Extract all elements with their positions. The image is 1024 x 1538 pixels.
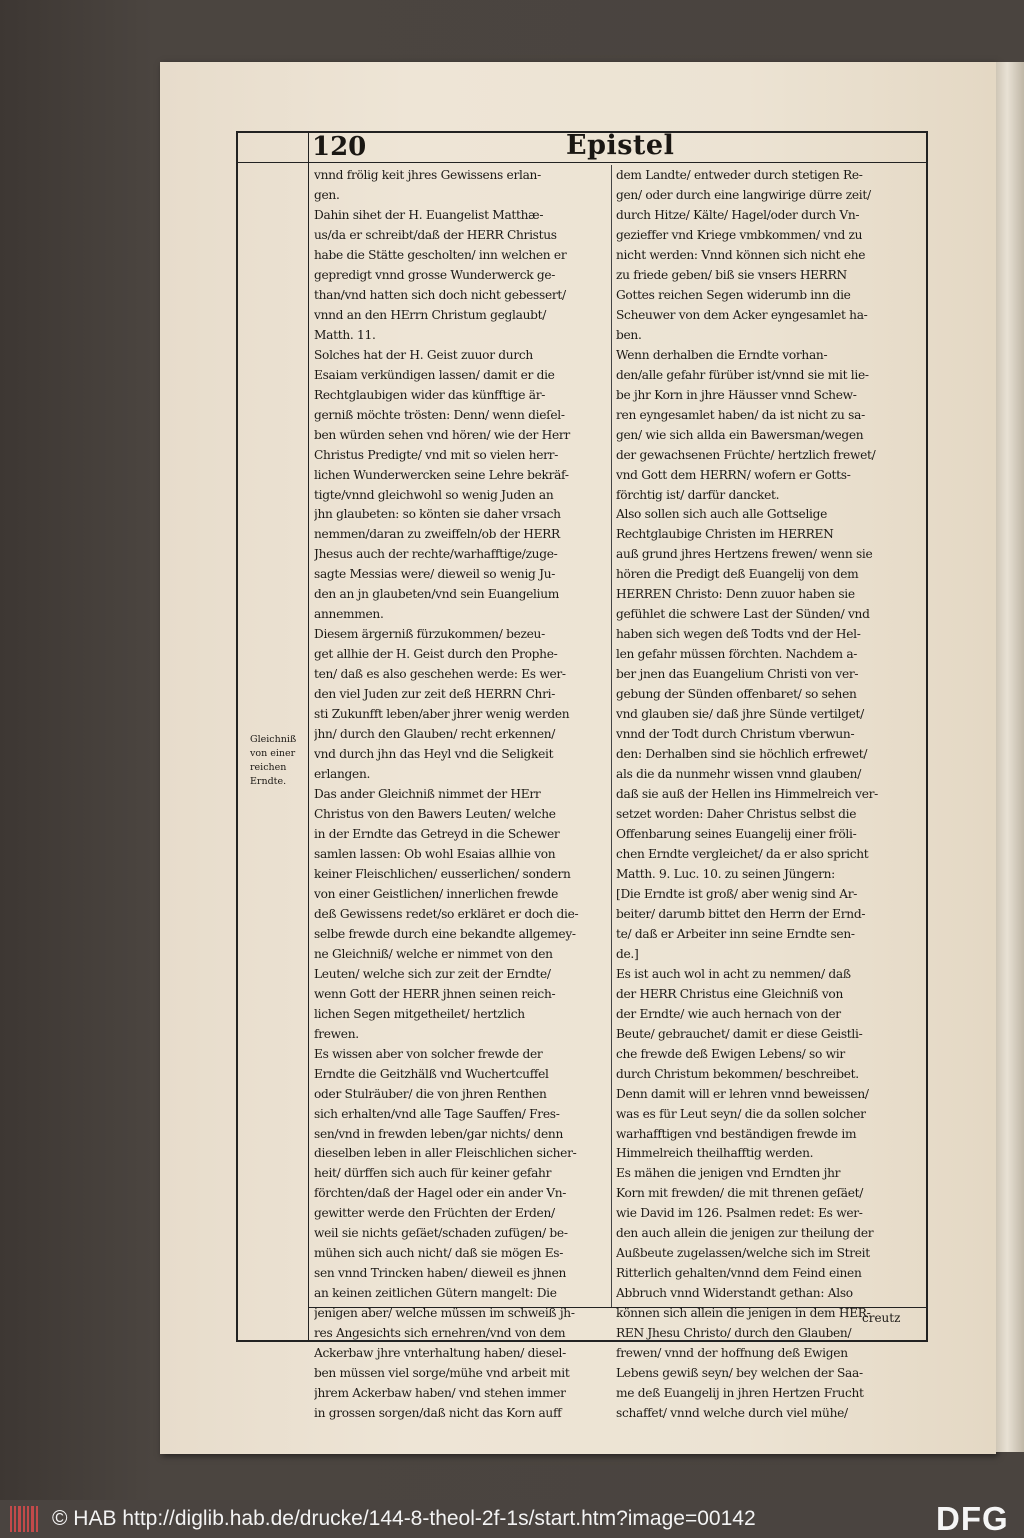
text-line: Diesem ärgerniß fürzukommen/ bezeu- xyxy=(314,627,545,642)
text-line: was es für Leut seyn/ die da sollen solcher xyxy=(616,1106,866,1121)
text-line: daß sie auß der Hellen ins Himmelreich ver- xyxy=(616,787,878,802)
text-line: sen/vnd in frewden leben/gar nichts/ denn xyxy=(314,1126,563,1141)
text-line: ber jnen das Euangelium Christi von ver- xyxy=(616,667,859,682)
marginal-note-line: von einer xyxy=(250,748,296,759)
text-line: dieselben leben in aller Fleischlichen sicher- xyxy=(314,1146,577,1161)
text-line: gezieffer vnd Kriege vmbkommen/ vnd zu xyxy=(616,227,863,242)
text-line: HERREN Christo: Denn zuuor haben sie xyxy=(616,587,855,602)
marginal-note-line: Gleichniß xyxy=(250,734,297,745)
text-line: habe die Stätte gescholten/ inn welchen er xyxy=(314,247,567,262)
text-line: ne Gleichniß/ welche er nimmet von den xyxy=(314,946,553,961)
text-line: der HERR Christus eine Gleichniß von xyxy=(616,986,843,1001)
marginal-note-line: reichen xyxy=(250,762,287,773)
text-line: chen Erndte vergleichet/ da er also spricht xyxy=(616,846,869,861)
text-line: weil sie nichts geſäet/schaden zufügen/ be- xyxy=(314,1226,568,1241)
text-line: us/da er schreibt/daß der HERR Christus xyxy=(314,227,557,242)
text-line: Matth. 9. Luc. 10. zu seinen Jüngern: xyxy=(616,866,835,881)
text-line: förchten/daß der Hagel oder ein ander Vn- xyxy=(314,1186,567,1201)
text-line: gepredigt vnnd grosse Wunderwerck ge- xyxy=(314,267,556,282)
text-line: vnnd der Todt durch Christum vberwun- xyxy=(616,727,855,742)
marginal-note-line: Erndte. xyxy=(250,776,287,787)
text-line: gewitter werde den Früchten der Erden/ xyxy=(314,1206,555,1221)
text-line: auß grund jhres Hertzens frewen/ wenn sie xyxy=(616,547,873,562)
book-edge xyxy=(996,62,1024,1452)
text-line: Himmelreich theilhafftig werden. xyxy=(616,1146,814,1161)
text-line: nicht werden: Vnnd können sich nicht ehe xyxy=(616,247,866,262)
text-line: keiner Fleischlichen/ eusserlichen/ sondern xyxy=(314,866,571,881)
text-line: selbe frewde durch eine bekandte allgemey- xyxy=(314,926,576,941)
text-line: Jhesus auch der rechte/warhafftige/zuge- xyxy=(314,547,558,562)
text-line: warhafftigen vnd beständigen frewde im xyxy=(616,1126,857,1141)
column-divider xyxy=(611,165,612,1307)
text-line: sagte Messias were/ dieweil so wenig Ju- xyxy=(314,567,556,582)
margin-rule xyxy=(308,131,309,1340)
text-line: Offenbarung seines Euangelij einer fröli- xyxy=(616,826,857,841)
text-line: haben sich wegen deß Todts vnd der Hel- xyxy=(616,627,861,642)
text-line: gen/ oder durch eine langwirige dürre zeit/ xyxy=(616,187,871,202)
text-line: me deß Euangelij in jhren Hertzen Frucht xyxy=(616,1386,864,1401)
text-line: frewen/ vnnd der hoffnung deß Ewigen xyxy=(616,1346,848,1361)
text-line: den/alle gefahr fürüber ist/vnnd sie mit lie- xyxy=(616,367,869,382)
text-line: sen vnnd Trincken haben/ dieweil es jhnen xyxy=(314,1266,567,1281)
marginal-note xyxy=(250,733,308,789)
text-line: Scheuwer von dem Acker eyngesamlet ha- xyxy=(616,307,868,322)
text-line: als die da nunmehr wissen vnnd glauben/ xyxy=(616,767,862,782)
text-line: dem Landte/ entweder durch stetigen Re- xyxy=(616,168,863,182)
text-line: Leuten/ welche sich zur zeit der Erndte/ xyxy=(314,966,551,981)
text-line: können sich allein die jenigen in dem HER- xyxy=(616,1306,871,1321)
text-line: wenn Gott der HERR jhnen seinen reich- xyxy=(314,986,556,1001)
text-line: beiter/ darumb bittet den Herrn der Ernd- xyxy=(616,906,866,921)
page-number: 120 xyxy=(312,132,367,162)
text-line: vnd glauben sie/ daß jhre Sünde vertilget/ xyxy=(616,707,864,722)
text-line: Abbruch vnnd Widerstandt gethan: Also xyxy=(616,1286,853,1301)
text-line: den an jn glaubeten/vnd sein Euangelium xyxy=(314,587,559,602)
text-line: durch Christum bekommen/ beschreibet. xyxy=(616,1066,859,1081)
text-line: gen. xyxy=(314,187,340,202)
text-line: Matth. 11. xyxy=(314,327,376,342)
text-line: Esaiam verkündigen lassen/ damit er die xyxy=(314,367,555,382)
text-line: in grossen sorgen/daß nicht das Korn auff xyxy=(314,1406,562,1421)
right-text-column xyxy=(616,166,910,1424)
text-line: in der Erndte das Getreyd in die Schewer xyxy=(314,826,560,841)
copyright-link[interactable]: © HAB http://diglib.hab.de/drucke/144-8-theol-2f-1s/start.htm?image=00142 xyxy=(52,1507,756,1530)
text-line: der gewachsenen Früchte/ hertzlich frewet/ xyxy=(616,447,876,462)
text-line: frewen. xyxy=(314,1026,359,1041)
text-line: Dahin sihet der H. Euangelist Matthæ- xyxy=(314,207,544,222)
text-line: Lebens gewiß seyn/ bey welchen der Saa- xyxy=(616,1366,863,1381)
text-line: Rechtglaubigen wider das künfftige är- xyxy=(314,387,546,402)
text-line: jhn glaubeten: so könten sie daher vrsach xyxy=(314,507,561,522)
text-line: Solches hat der H. Geist zuuor durch xyxy=(314,347,533,362)
text-line: ren eyngesamlet haben/ da ist nicht zu sa- xyxy=(616,407,865,422)
text-line: be jhr Korn in jhre Häusser vnnd Schew- xyxy=(616,387,857,402)
text-line: samlen lassen: Ob wohl Esaias allhie von xyxy=(314,846,556,861)
text-line: jhrem Ackerbaw haben/ vnd stehen immer xyxy=(314,1386,566,1401)
text-line: an keinen zeitlichen Gütern mangelt: Die xyxy=(314,1286,557,1301)
text-line: Es ist auch wol in acht zu nemmen/ daß xyxy=(616,966,851,981)
catchword: creutz xyxy=(862,1311,901,1325)
text-line: than/vnd hatten sich doch nicht gebessert/ xyxy=(314,287,566,302)
dfg-logo: DFG xyxy=(936,1500,1009,1537)
text-line: te/ daß er Arbeiter inn seine Erndte sen- xyxy=(616,926,855,941)
text-line: ben müssen viel sorge/mühe vnd arbeit mit xyxy=(314,1366,570,1381)
text-line: lichen Segen mitgetheilet/ hertzlich xyxy=(314,1006,525,1021)
text-line: nemmen/daran zu zweiffeln/ob der HERR xyxy=(314,527,560,542)
text-line: Es wissen aber von solcher frewde der xyxy=(314,1046,543,1061)
text-line: Das ander Gleichniß nimmet der HErr xyxy=(314,787,541,802)
text-line: zu friede geben/ biß sie vnsers HERRN xyxy=(616,267,847,282)
text-line: get allhie der H. Geist durch den Prophe- xyxy=(314,647,558,662)
text-line: hören die Predigt deß Euangelij von dem xyxy=(616,567,859,582)
text-line: Ackerbaw jhre vnterhaltung haben/ diesel- xyxy=(314,1346,566,1361)
text-line: setzet worden: Daher Christus selbst die xyxy=(616,807,857,821)
text-line: der Erndte/ wie auch hernach von der xyxy=(616,1006,841,1021)
text-line: Denn damit will er lehren vnnd beweissen/ xyxy=(616,1086,869,1101)
text-line: de.] xyxy=(616,946,639,961)
text-line: vnd Gott dem HERRN/ wofern er Gotts- xyxy=(616,467,851,482)
text-line: Korn mit frewden/ die mit threnen geſäet/ xyxy=(616,1186,864,1201)
text-line: durch Hitze/ Kälte/ Hagel/oder durch Vn- xyxy=(616,207,860,222)
text-line: Christus Predigte/ vnd mit so vielen herr- xyxy=(314,447,559,462)
text-line: gebung der Sünden offenbaret/ so sehen xyxy=(616,687,857,702)
text-line: res Angesichts sich ernehren/vnd von dem xyxy=(314,1326,566,1341)
text-line: Erndte die Geitzhälß vnd Wuchertcuffel xyxy=(314,1066,549,1081)
text-line: ben würden sehen vnd hören/ wie der Herr xyxy=(314,427,570,442)
text-line: [Die Erndte ist groß/ aber wenig sind Ar- xyxy=(616,886,858,901)
text-line: erlangen. xyxy=(314,767,371,782)
text-line: den auch allein die jenigen zur theilung der xyxy=(616,1226,874,1241)
text-line: den: Derhalben sind sie höchlich erfrewet/ xyxy=(616,747,868,762)
text-line: Christus von den Bawers Leuten/ welche xyxy=(314,807,556,821)
text-line: jenigen aber/ welche müssen im schweiß jh- xyxy=(314,1306,575,1321)
text-line: vnd durch jhn das Heyl vnd die Seligkeit xyxy=(314,747,554,762)
text-line: oder Stulräuber/ die von jhren Renthen xyxy=(314,1086,547,1101)
text-line: annemmen. xyxy=(314,607,384,622)
text-line: Rechtglaubige Christen im HERREN xyxy=(616,527,834,542)
text-line: heit/ dürffen sich auch für keiner gefahr xyxy=(314,1166,552,1181)
library-logo-icon xyxy=(10,1506,40,1532)
text-line: förchtig ist/ darfür dancket. xyxy=(616,487,780,502)
text-line: sti Zukunfft leben/aber jhrer wenig werden xyxy=(314,707,570,722)
text-line: gefühlet die schwere Last der Sünden/ vnd xyxy=(616,607,870,622)
text-line: vnnd frölig keit jhres Gewissens erlan- xyxy=(314,168,541,182)
text-line: len gefahr müssen förchten. Nachdem a- xyxy=(616,647,858,662)
text-line: tigte/vnnd gleichwohl so wenig Juden an xyxy=(314,487,554,502)
text-line: Ritterlich gehalten/vnnd dem Feind einen xyxy=(616,1266,862,1281)
text-line: che frewde deß Ewigen Lebens/ so wir xyxy=(616,1046,845,1061)
text-line: REN Jhesu Christo/ durch den Glauben/ xyxy=(616,1326,852,1341)
text-line: Also sollen sich auch alle Gottselige xyxy=(616,507,828,522)
text-line: ben. xyxy=(616,327,642,342)
text-line: Wenn derhalben die Erndte vorhan- xyxy=(616,347,828,362)
text-line: schaffet/ vnnd welche durch viel mühe/ xyxy=(616,1406,848,1421)
text-line: jhn/ durch den Glauben/ recht erkennen/ xyxy=(314,727,556,742)
text-line: mühen sich auch nicht/ daß sie mögen Es- xyxy=(314,1246,564,1261)
text-line: Beute/ gebrauchet/ damit er diese Geistli- xyxy=(616,1026,863,1041)
text-line: Gottes reichen Segen widerumb inn die xyxy=(616,287,851,302)
header-rule xyxy=(236,162,926,163)
text-line: den viel Juden zur zeit deß HERRN Chri- xyxy=(314,687,556,702)
text-line: wie David im 126. Psalmen redet: Es wer- xyxy=(616,1206,863,1221)
text-line: deß Gewissens redet/so erkläret er doch die- xyxy=(314,906,579,921)
text-line: ten/ daß es also geschehen werde: Es wer- xyxy=(314,667,566,682)
text-line: lichen Wunderwercken seine Lehre bekräf- xyxy=(314,467,569,482)
text-line: sich erhalten/vnd alle Tage Sauffen/ Fres- xyxy=(314,1106,560,1121)
text-line: Es mähen die jenigen vnd Erndten jhr xyxy=(616,1166,841,1181)
running-head: Epistel xyxy=(566,130,675,161)
text-line: Außbeute zugelassen/welche sich im Streit xyxy=(616,1246,870,1261)
text-line: vnnd an den HErrn Christum geglaubt/ xyxy=(314,307,547,322)
text-line: von einer Geistlichen/ innerlichen frewde xyxy=(314,886,559,901)
left-text-column xyxy=(314,166,608,1424)
text-line: gerniß möchte trösten: Denn/ wenn dieſel- xyxy=(314,407,565,422)
text-line: gen/ wie sich allda ein Bawersman/wegen xyxy=(616,427,864,442)
